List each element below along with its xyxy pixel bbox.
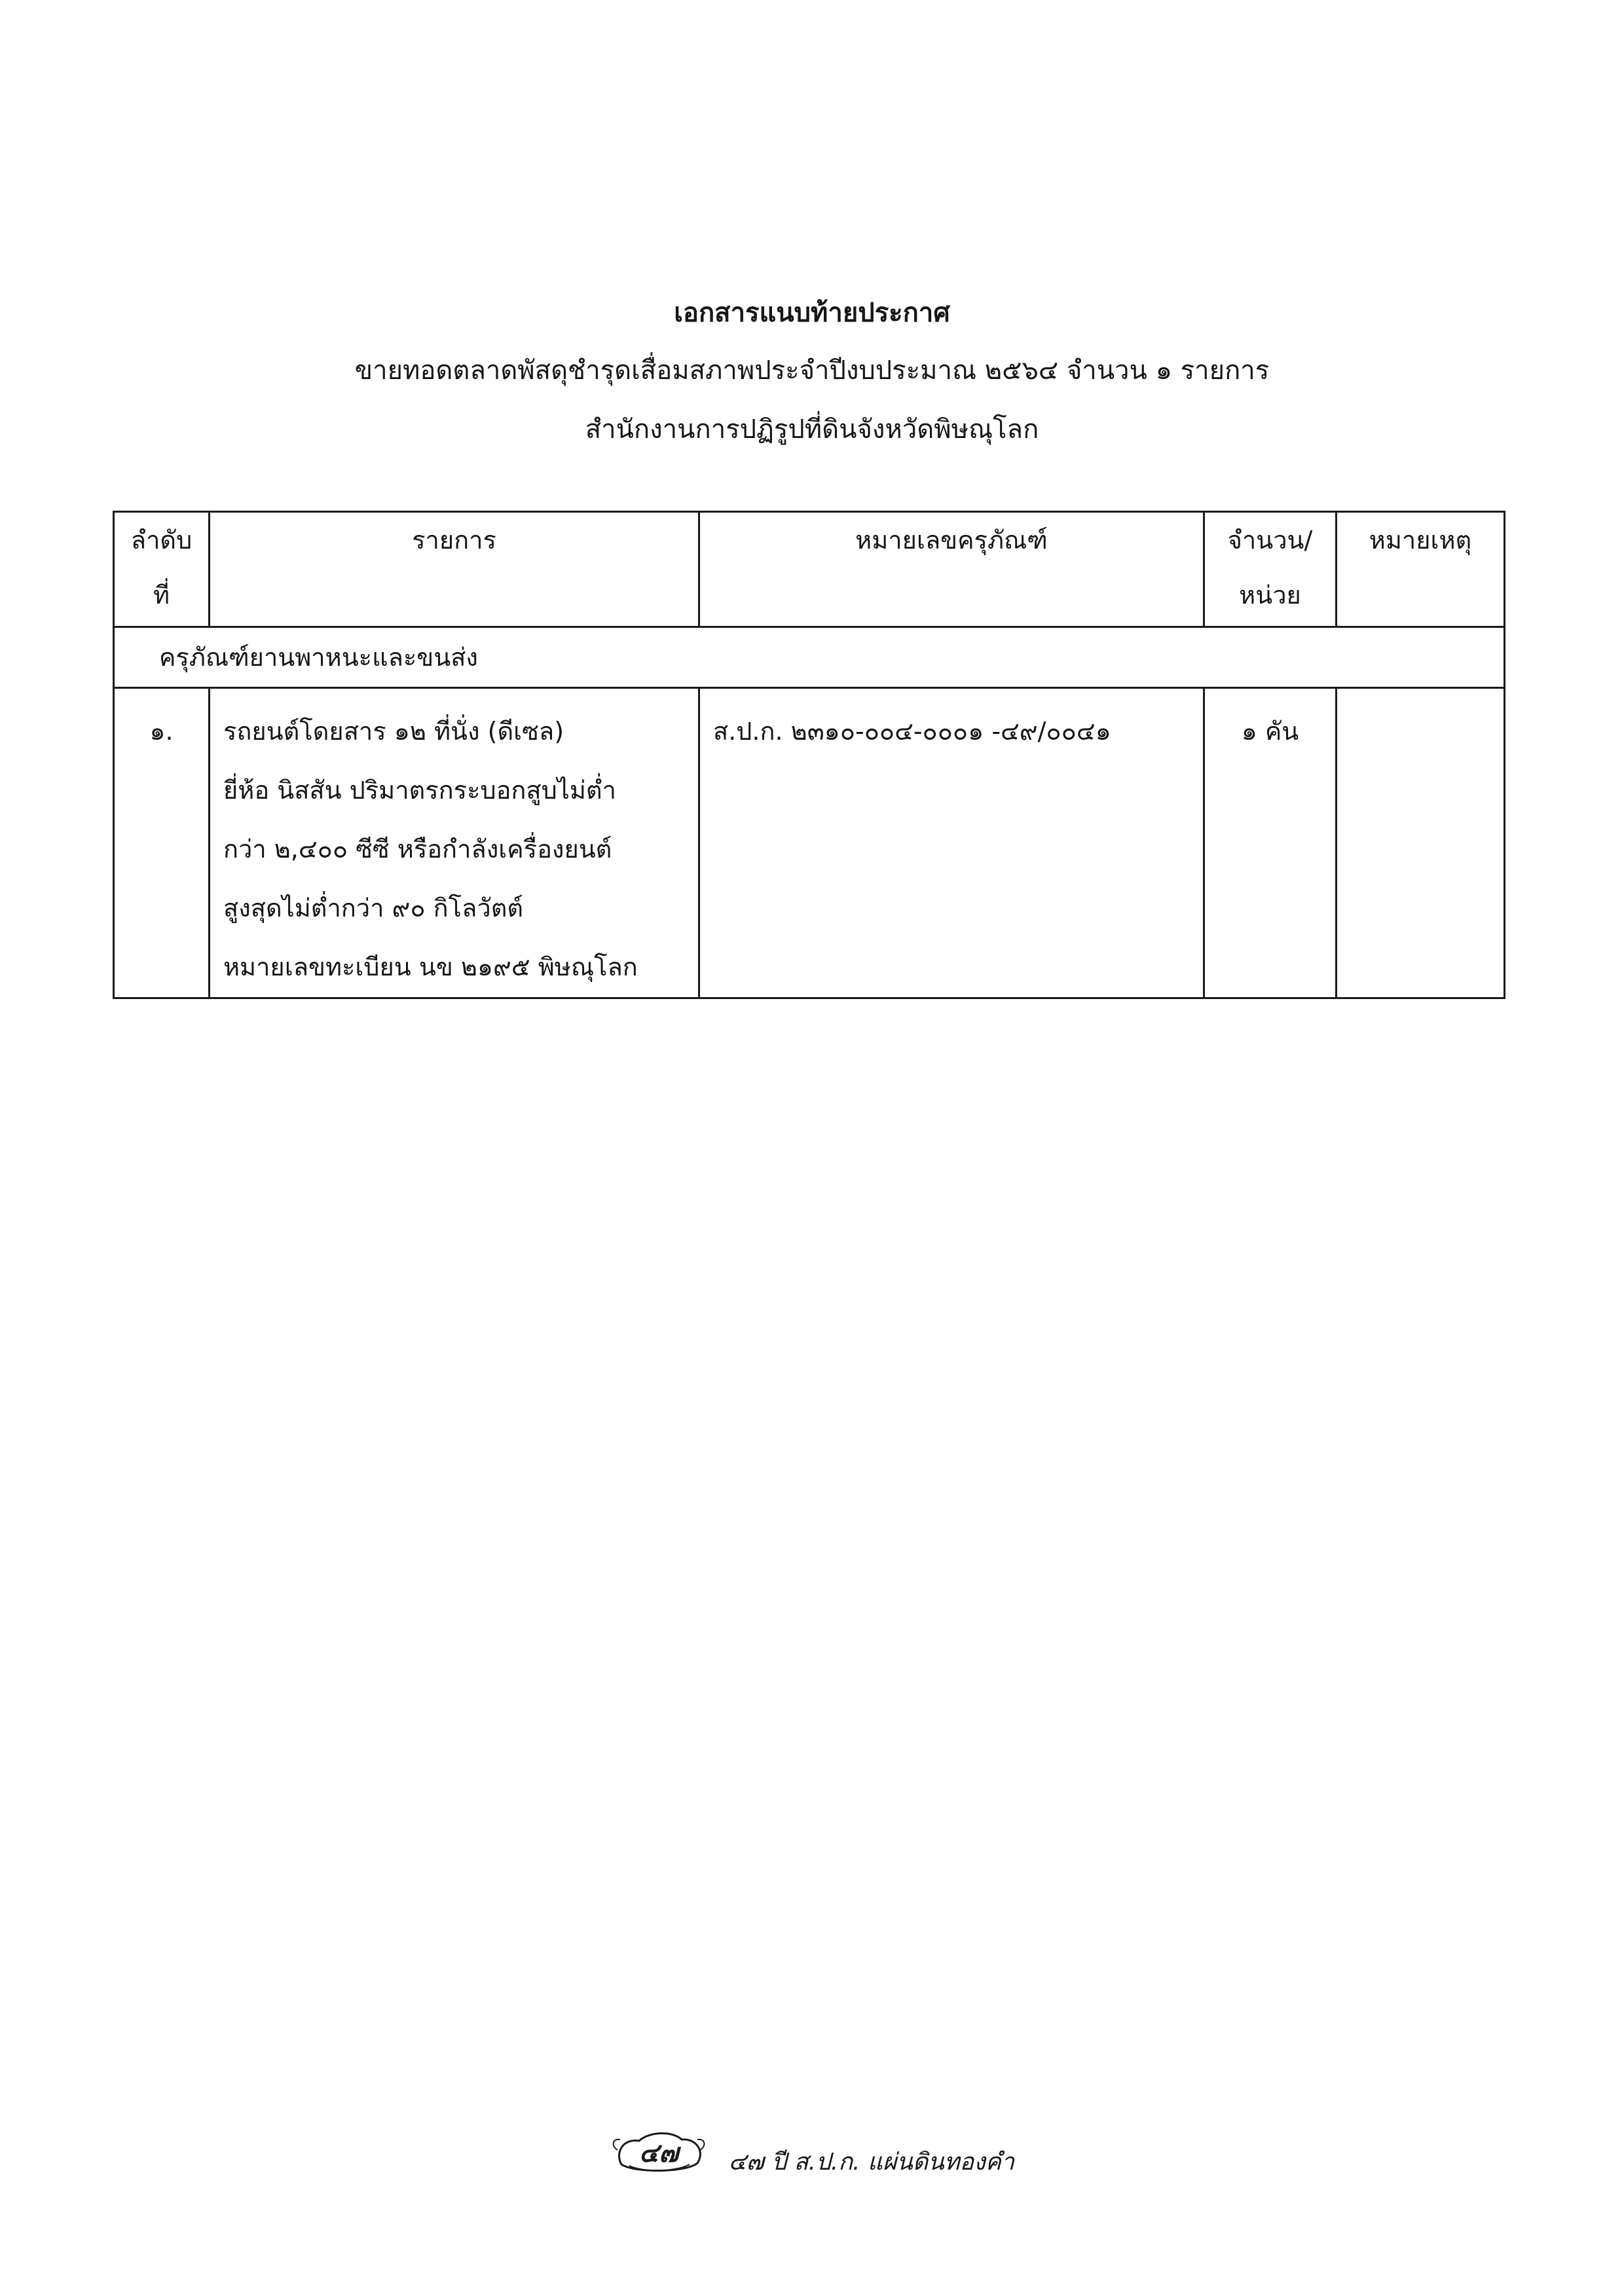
header-order-no: [114, 512, 210, 627]
header-order-no-line2: ที่: [153, 581, 170, 610]
description-line: หมายเลขทะเบียน นข ๒๑๙๕ พิษณุโลก: [223, 953, 638, 981]
header-item: รายการ: [210, 512, 699, 627]
header-quantity-line2: หน่วย: [1239, 581, 1301, 610]
header-quantity-line1: จำนวน/: [1227, 526, 1313, 555]
footer-text: ๔๗ ปี ส.ป.ก. แผ่นดินทองคำ: [728, 2148, 1015, 2176]
organization-name: สำนักงานการปฏิรูปที่ดินจังหวัดพิษณุโลก: [585, 414, 1039, 445]
row-description: [210, 688, 699, 998]
header-remark: หมายเหตุ: [1337, 512, 1505, 627]
header-quantity: [1204, 512, 1337, 627]
row-remark: [1337, 688, 1505, 998]
row-quantity: ๑ คัน: [1204, 688, 1337, 998]
logo-number: ๔๗: [638, 2138, 679, 2168]
anniversary-logo: [610, 2126, 708, 2198]
description-line: ยี่ห้อ นิสสัน ปริมาตรกระบอกสูบไม่ต่ำ: [223, 776, 616, 805]
header-asset-code: หมายเลขครุภัณฑ์: [699, 512, 1204, 627]
description-line: รถยนต์โดยสาร ๑๒ ที่นั่ง (ดีเซล): [223, 717, 564, 746]
document-title: เอกสารแนบท้ายประกาศ: [674, 298, 950, 328]
row-number: ๑.: [114, 688, 210, 998]
document-subtitle: ขายทอดตลาดพัสดุชำรุดเสื่อมสภาพประจำปีงบประมาณ ๒๕๖๔ จำนวน ๑ รายการ: [354, 355, 1270, 386]
description-line: กว่า ๒,๔๐๐ ซีซี หรือกำลังเครื่องยนต์: [223, 835, 612, 864]
row-asset-code: ส.ป.ก. ๒๓๑๐-๐๐๔-๐๐๐๑ -๔๙/๐๐๔๑: [699, 688, 1204, 998]
section-row: [114, 627, 1505, 688]
section-label: ครุภัณฑ์ยานพาหนะและขนส่ง: [114, 627, 1505, 688]
footer: [0, 2126, 1624, 2198]
table-row: [114, 688, 1505, 998]
items-table: [113, 511, 1505, 999]
description-line: สูงสุดไม่ต่ำกว่า ๙๐ กิโลวัตต์: [223, 894, 524, 922]
header-order-no-line1: ลำดับ: [130, 526, 193, 555]
table-header-row: [114, 512, 1505, 627]
